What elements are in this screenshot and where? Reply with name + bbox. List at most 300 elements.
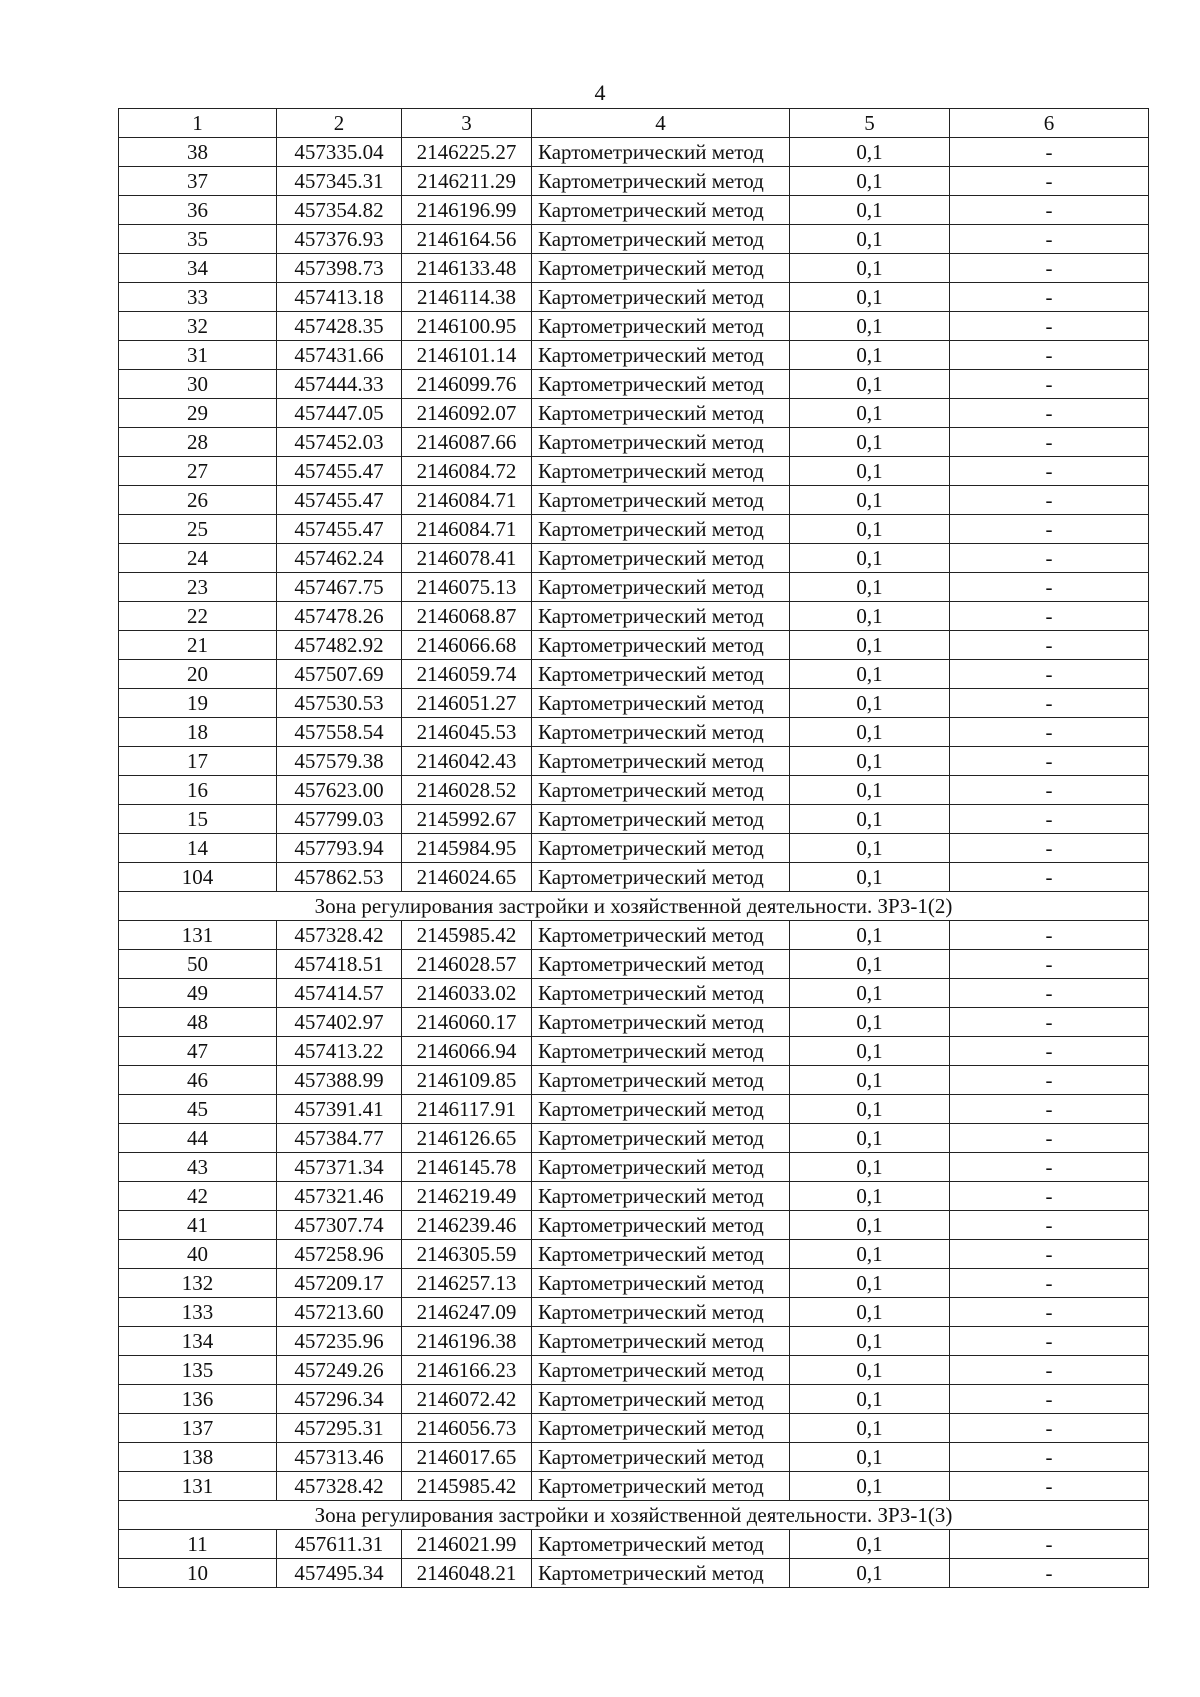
method-cell: Картометрический метод [532, 312, 790, 341]
x-coordinate-cell: 457328.42 [277, 1472, 402, 1501]
method-cell: Картометрический метод [532, 1327, 790, 1356]
x-coordinate-cell: 457452.03 [277, 428, 402, 457]
method-cell: Картометрический метод [532, 1530, 790, 1559]
y-coordinate-cell: 2146021.99 [402, 1530, 532, 1559]
point-number-cell: 21 [119, 631, 277, 660]
point-number-cell: 25 [119, 515, 277, 544]
point-number-cell: 131 [119, 921, 277, 950]
y-coordinate-cell: 2146068.87 [402, 602, 532, 631]
x-coordinate-cell: 457335.04 [277, 138, 402, 167]
x-coordinate-cell: 457579.38 [277, 747, 402, 776]
x-coordinate-cell: 457402.97 [277, 1008, 402, 1037]
y-coordinate-cell: 2146145.78 [402, 1153, 532, 1182]
zone-title: Зона регулирования застройки и хозяйственной деятельности. ЗРЗ-1(2) [119, 892, 1149, 921]
description-cell: - [950, 1530, 1149, 1559]
accuracy-cell: 0,1 [790, 1298, 950, 1327]
point-number-cell: 135 [119, 1356, 277, 1385]
point-number-cell: 136 [119, 1385, 277, 1414]
accuracy-cell: 0,1 [790, 1443, 950, 1472]
x-coordinate-cell: 457413.22 [277, 1037, 402, 1066]
accuracy-cell: 0,1 [790, 689, 950, 718]
x-coordinate-cell: 457313.46 [277, 1443, 402, 1472]
x-coordinate-cell: 457455.47 [277, 515, 402, 544]
page-number: 4 [594, 80, 606, 105]
table-row [119, 1414, 1149, 1443]
y-coordinate-cell: 2146066.68 [402, 631, 532, 660]
description-cell: - [950, 921, 1149, 950]
point-number-cell: 50 [119, 950, 277, 979]
x-coordinate-cell: 457371.34 [277, 1153, 402, 1182]
header-cell: 1 [119, 109, 277, 138]
table-row [119, 718, 1149, 747]
point-number-cell: 24 [119, 544, 277, 573]
description-cell: - [950, 979, 1149, 1008]
accuracy-cell: 0,1 [790, 1269, 950, 1298]
y-coordinate-cell: 2146028.57 [402, 950, 532, 979]
y-coordinate-cell: 2146056.73 [402, 1414, 532, 1443]
y-coordinate-cell: 2146066.94 [402, 1037, 532, 1066]
x-coordinate-cell: 457388.99 [277, 1066, 402, 1095]
table-row [119, 1240, 1149, 1269]
x-coordinate-cell: 457482.92 [277, 631, 402, 660]
y-coordinate-cell: 2146045.53 [402, 718, 532, 747]
method-cell: Картометрический метод [532, 428, 790, 457]
accuracy-cell: 0,1 [790, 283, 950, 312]
x-coordinate-cell: 457428.35 [277, 312, 402, 341]
description-cell: - [950, 1153, 1149, 1182]
description-cell: - [950, 1037, 1149, 1066]
description-cell: - [950, 399, 1149, 428]
y-coordinate-cell: 2146305.59 [402, 1240, 532, 1269]
table-row [119, 1472, 1149, 1501]
x-coordinate-cell: 457495.34 [277, 1559, 402, 1588]
description-cell: - [950, 370, 1149, 399]
x-coordinate-cell: 457258.96 [277, 1240, 402, 1269]
description-cell: - [950, 602, 1149, 631]
method-cell: Картометрический метод [532, 602, 790, 631]
accuracy-cell: 0,1 [790, 370, 950, 399]
table-row [119, 776, 1149, 805]
accuracy-cell: 0,1 [790, 863, 950, 892]
accuracy-cell: 0,1 [790, 457, 950, 486]
description-cell: - [950, 689, 1149, 718]
y-coordinate-cell: 2146133.48 [402, 254, 532, 283]
description-cell: - [950, 1443, 1149, 1472]
table-row [119, 544, 1149, 573]
point-number-cell: 131 [119, 1472, 277, 1501]
accuracy-cell: 0,1 [790, 1356, 950, 1385]
point-number-cell: 15 [119, 805, 277, 834]
table-row [119, 602, 1149, 631]
description-cell: - [950, 457, 1149, 486]
description-cell: - [950, 747, 1149, 776]
description-cell: - [950, 718, 1149, 747]
method-cell: Картометрический метод [532, 921, 790, 950]
table-row [119, 1530, 1149, 1559]
y-coordinate-cell: 2145985.42 [402, 1472, 532, 1501]
description-cell: - [950, 1182, 1149, 1211]
point-number-cell: 30 [119, 370, 277, 399]
accuracy-cell: 0,1 [790, 312, 950, 341]
point-number-cell: 38 [119, 138, 277, 167]
x-coordinate-cell: 457611.31 [277, 1530, 402, 1559]
description-cell: - [950, 1211, 1149, 1240]
point-number-cell: 10 [119, 1559, 277, 1588]
point-number-cell: 23 [119, 573, 277, 602]
y-coordinate-cell: 2146060.17 [402, 1008, 532, 1037]
method-cell: Картометрический метод [532, 863, 790, 892]
description-cell: - [950, 863, 1149, 892]
table-row [119, 1182, 1149, 1211]
description-cell: - [950, 573, 1149, 602]
table-row [119, 515, 1149, 544]
description-cell: - [950, 428, 1149, 457]
method-cell: Картометрический метод [532, 457, 790, 486]
y-coordinate-cell: 2146048.21 [402, 1559, 532, 1588]
x-coordinate-cell: 457862.53 [277, 863, 402, 892]
y-coordinate-cell: 2146225.27 [402, 138, 532, 167]
description-cell: - [950, 805, 1149, 834]
table-body [119, 109, 1149, 1588]
accuracy-cell: 0,1 [790, 544, 950, 573]
description-cell: - [950, 283, 1149, 312]
description-cell: - [950, 1385, 1149, 1414]
point-number-cell: 14 [119, 834, 277, 863]
point-number-cell: 134 [119, 1327, 277, 1356]
header-cell: 4 [532, 109, 790, 138]
x-coordinate-cell: 457799.03 [277, 805, 402, 834]
method-cell: Картометрический метод [532, 486, 790, 515]
description-cell: - [950, 1240, 1149, 1269]
x-coordinate-cell: 457328.42 [277, 921, 402, 950]
y-coordinate-cell: 2146028.52 [402, 776, 532, 805]
method-cell: Картометрический метод [532, 1356, 790, 1385]
x-coordinate-cell: 457793.94 [277, 834, 402, 863]
x-coordinate-cell: 457376.93 [277, 225, 402, 254]
method-cell: Картометрический метод [532, 689, 790, 718]
table-row [119, 283, 1149, 312]
x-coordinate-cell: 457296.34 [277, 1385, 402, 1414]
accuracy-cell: 0,1 [790, 805, 950, 834]
description-cell: - [950, 776, 1149, 805]
x-coordinate-cell: 457467.75 [277, 573, 402, 602]
accuracy-cell: 0,1 [790, 602, 950, 631]
y-coordinate-cell: 2146087.66 [402, 428, 532, 457]
accuracy-cell: 0,1 [790, 196, 950, 225]
table-row [119, 834, 1149, 863]
accuracy-cell: 0,1 [790, 1211, 950, 1240]
description-cell: - [950, 1066, 1149, 1095]
y-coordinate-cell: 2145984.95 [402, 834, 532, 863]
y-coordinate-cell: 2145992.67 [402, 805, 532, 834]
accuracy-cell: 0,1 [790, 718, 950, 747]
point-number-cell: 27 [119, 457, 277, 486]
point-number-cell: 26 [119, 486, 277, 515]
point-number-cell: 45 [119, 1095, 277, 1124]
accuracy-cell: 0,1 [790, 254, 950, 283]
y-coordinate-cell: 2146092.07 [402, 399, 532, 428]
y-coordinate-cell: 2146126.65 [402, 1124, 532, 1153]
point-number-cell: 47 [119, 1037, 277, 1066]
header-cell: 3 [402, 109, 532, 138]
method-cell: Картометрический метод [532, 515, 790, 544]
accuracy-cell: 0,1 [790, 428, 950, 457]
description-cell: - [950, 544, 1149, 573]
accuracy-cell: 0,1 [790, 776, 950, 805]
table-row [119, 1356, 1149, 1385]
table-row [119, 1008, 1149, 1037]
y-coordinate-cell: 2146051.27 [402, 689, 532, 718]
table-row [119, 1559, 1149, 1588]
accuracy-cell: 0,1 [790, 138, 950, 167]
x-coordinate-cell: 457295.31 [277, 1414, 402, 1443]
y-coordinate-cell: 2146164.56 [402, 225, 532, 254]
accuracy-cell: 0,1 [790, 1559, 950, 1588]
method-cell: Картометрический метод [532, 631, 790, 660]
point-number-cell: 19 [119, 689, 277, 718]
accuracy-cell: 0,1 [790, 486, 950, 515]
description-cell: - [950, 486, 1149, 515]
y-coordinate-cell: 2146196.99 [402, 196, 532, 225]
x-coordinate-cell: 457462.24 [277, 544, 402, 573]
y-coordinate-cell: 2146101.14 [402, 341, 532, 370]
method-cell: Картометрический метод [532, 1182, 790, 1211]
accuracy-cell: 0,1 [790, 1037, 950, 1066]
table-row [119, 225, 1149, 254]
point-number-cell: 34 [119, 254, 277, 283]
y-coordinate-cell: 2146257.13 [402, 1269, 532, 1298]
table-row [119, 167, 1149, 196]
x-coordinate-cell: 457507.69 [277, 660, 402, 689]
accuracy-cell: 0,1 [790, 979, 950, 1008]
method-cell: Картометрический метод [532, 834, 790, 863]
method-cell: Картометрический метод [532, 225, 790, 254]
accuracy-cell: 0,1 [790, 1182, 950, 1211]
accuracy-cell: 0,1 [790, 1472, 950, 1501]
table-row [119, 457, 1149, 486]
table-row [119, 1153, 1149, 1182]
method-cell: Картометрический метод [532, 776, 790, 805]
table-row [119, 573, 1149, 602]
table-row [119, 1443, 1149, 1472]
y-coordinate-cell: 2146196.38 [402, 1327, 532, 1356]
y-coordinate-cell: 2146247.09 [402, 1298, 532, 1327]
accuracy-cell: 0,1 [790, 1153, 950, 1182]
point-number-cell: 49 [119, 979, 277, 1008]
zone-title: Зона регулирования застройки и хозяйственной деятельности. ЗРЗ-1(3) [119, 1501, 1149, 1530]
accuracy-cell: 0,1 [790, 1066, 950, 1095]
x-coordinate-cell: 457455.47 [277, 486, 402, 515]
y-coordinate-cell: 2146219.49 [402, 1182, 532, 1211]
x-coordinate-cell: 457431.66 [277, 341, 402, 370]
point-number-cell: 28 [119, 428, 277, 457]
x-coordinate-cell: 457444.33 [277, 370, 402, 399]
header-cell: 5 [790, 109, 950, 138]
table-row [119, 747, 1149, 776]
description-cell: - [950, 312, 1149, 341]
x-coordinate-cell: 457413.18 [277, 283, 402, 312]
point-number-cell: 48 [119, 1008, 277, 1037]
method-cell: Картометрический метод [532, 1095, 790, 1124]
x-coordinate-cell: 457623.00 [277, 776, 402, 805]
y-coordinate-cell: 2146239.46 [402, 1211, 532, 1240]
method-cell: Картометрический метод [532, 1385, 790, 1414]
point-number-cell: 31 [119, 341, 277, 370]
accuracy-cell: 0,1 [790, 1385, 950, 1414]
table-row [119, 254, 1149, 283]
x-coordinate-cell: 457447.05 [277, 399, 402, 428]
table-row [119, 1269, 1149, 1298]
table-row [119, 196, 1149, 225]
point-number-cell: 18 [119, 718, 277, 747]
method-cell: Картометрический метод [532, 1559, 790, 1588]
table-row [119, 1298, 1149, 1327]
description-cell: - [950, 341, 1149, 370]
table-row [119, 631, 1149, 660]
method-cell: Картометрический метод [532, 544, 790, 573]
description-cell: - [950, 1559, 1149, 1588]
method-cell: Картометрический метод [532, 1066, 790, 1095]
table-row [119, 428, 1149, 457]
x-coordinate-cell: 457414.57 [277, 979, 402, 1008]
x-coordinate-cell: 457345.31 [277, 167, 402, 196]
y-coordinate-cell: 2146084.71 [402, 515, 532, 544]
table-row [119, 138, 1149, 167]
description-cell: - [950, 1414, 1149, 1443]
description-cell: - [950, 515, 1149, 544]
accuracy-cell: 0,1 [790, 747, 950, 776]
point-number-cell: 46 [119, 1066, 277, 1095]
table-row [119, 1327, 1149, 1356]
method-cell: Картометрический метод [532, 747, 790, 776]
description-cell: - [950, 1298, 1149, 1327]
point-number-cell: 11 [119, 1530, 277, 1559]
point-number-cell: 43 [119, 1153, 277, 1182]
table-row [119, 1211, 1149, 1240]
header-row [119, 109, 1149, 138]
accuracy-cell: 0,1 [790, 1095, 950, 1124]
method-cell: Картометрический метод [532, 138, 790, 167]
point-number-cell: 104 [119, 863, 277, 892]
x-coordinate-cell: 457213.60 [277, 1298, 402, 1327]
description-cell: - [950, 631, 1149, 660]
coordinates-table [118, 108, 1149, 1588]
method-cell: Картометрический метод [532, 1240, 790, 1269]
y-coordinate-cell: 2146084.72 [402, 457, 532, 486]
y-coordinate-cell: 2146078.41 [402, 544, 532, 573]
method-cell: Картометрический метод [532, 979, 790, 1008]
point-number-cell: 133 [119, 1298, 277, 1327]
accuracy-cell: 0,1 [790, 1530, 950, 1559]
point-number-cell: 41 [119, 1211, 277, 1240]
point-number-cell: 138 [119, 1443, 277, 1472]
point-number-cell: 22 [119, 602, 277, 631]
accuracy-cell: 0,1 [790, 834, 950, 863]
method-cell: Картометрический метод [532, 341, 790, 370]
table-row [119, 399, 1149, 428]
table-row [119, 863, 1149, 892]
y-coordinate-cell: 2146166.23 [402, 1356, 532, 1385]
table-row [119, 660, 1149, 689]
point-number-cell: 42 [119, 1182, 277, 1211]
point-number-cell: 137 [119, 1414, 277, 1443]
method-cell: Картометрический метод [532, 1211, 790, 1240]
description-cell: - [950, 1327, 1149, 1356]
point-number-cell: 37 [119, 167, 277, 196]
accuracy-cell: 0,1 [790, 631, 950, 660]
y-coordinate-cell: 2146072.42 [402, 1385, 532, 1414]
method-cell: Картометрический метод [532, 399, 790, 428]
table-row [119, 1095, 1149, 1124]
x-coordinate-cell: 457478.26 [277, 602, 402, 631]
accuracy-cell: 0,1 [790, 1240, 950, 1269]
table-row [119, 689, 1149, 718]
point-number-cell: 29 [119, 399, 277, 428]
accuracy-cell: 0,1 [790, 1124, 950, 1153]
point-number-cell: 17 [119, 747, 277, 776]
table-row [119, 1066, 1149, 1095]
table-row [119, 1385, 1149, 1414]
method-cell: Картометрический метод [532, 283, 790, 312]
table-row [119, 341, 1149, 370]
point-number-cell: 32 [119, 312, 277, 341]
x-coordinate-cell: 457530.53 [277, 689, 402, 718]
point-number-cell: 20 [119, 660, 277, 689]
accuracy-cell: 0,1 [790, 921, 950, 950]
method-cell: Картометрический метод [532, 660, 790, 689]
accuracy-cell: 0,1 [790, 399, 950, 428]
x-coordinate-cell: 457558.54 [277, 718, 402, 747]
y-coordinate-cell: 2146033.02 [402, 979, 532, 1008]
description-cell: - [950, 1356, 1149, 1385]
table-row [119, 370, 1149, 399]
description-cell: - [950, 167, 1149, 196]
accuracy-cell: 0,1 [790, 341, 950, 370]
x-coordinate-cell: 457418.51 [277, 950, 402, 979]
description-cell: - [950, 1124, 1149, 1153]
method-cell: Картометрический метод [532, 1472, 790, 1501]
description-cell: - [950, 1008, 1149, 1037]
zone-title-row [119, 892, 1149, 921]
accuracy-cell: 0,1 [790, 573, 950, 602]
x-coordinate-cell: 457398.73 [277, 254, 402, 283]
x-coordinate-cell: 457249.26 [277, 1356, 402, 1385]
description-cell: - [950, 1472, 1149, 1501]
point-number-cell: 44 [119, 1124, 277, 1153]
table-row [119, 1037, 1149, 1066]
x-coordinate-cell: 457321.46 [277, 1182, 402, 1211]
point-number-cell: 16 [119, 776, 277, 805]
point-number-cell: 35 [119, 225, 277, 254]
y-coordinate-cell: 2145985.42 [402, 921, 532, 950]
table-row [119, 805, 1149, 834]
accuracy-cell: 0,1 [790, 225, 950, 254]
method-cell: Картометрический метод [532, 1008, 790, 1037]
x-coordinate-cell: 457455.47 [277, 457, 402, 486]
method-cell: Картометрический метод [532, 167, 790, 196]
header-cell: 2 [277, 109, 402, 138]
description-cell: - [950, 138, 1149, 167]
y-coordinate-cell: 2146100.95 [402, 312, 532, 341]
y-coordinate-cell: 2146211.29 [402, 167, 532, 196]
y-coordinate-cell: 2146075.13 [402, 573, 532, 602]
method-cell: Картометрический метод [532, 196, 790, 225]
method-cell: Картометрический метод [532, 1124, 790, 1153]
method-cell: Картометрический метод [532, 950, 790, 979]
method-cell: Картометрический метод [532, 1443, 790, 1472]
description-cell: - [950, 225, 1149, 254]
description-cell: - [950, 254, 1149, 283]
